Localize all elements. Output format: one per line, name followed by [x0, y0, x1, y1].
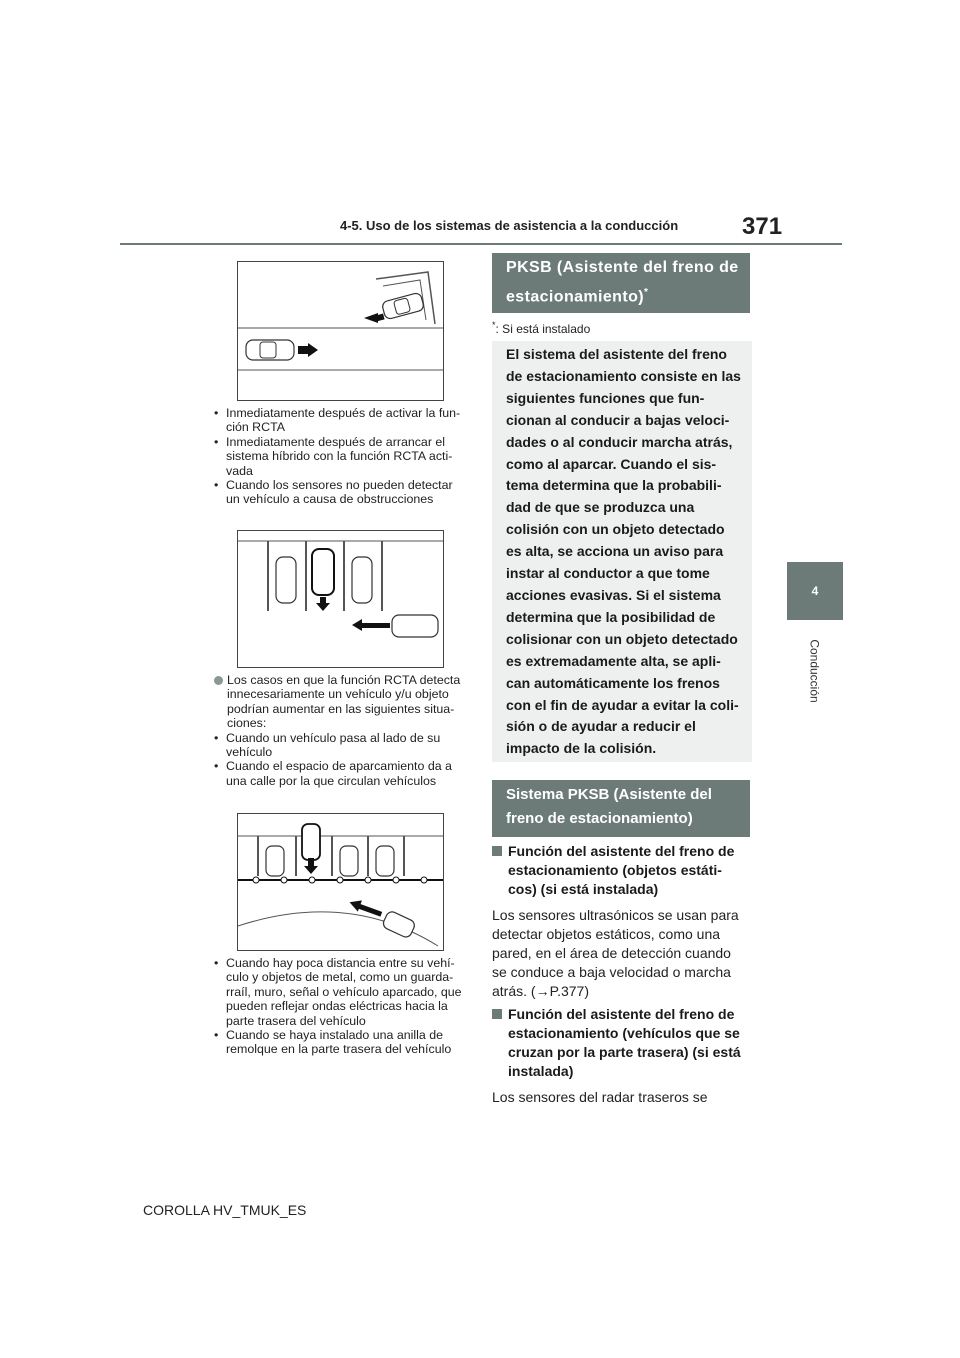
footnote [492, 320, 590, 336]
car-reversing-icon [381, 292, 424, 320]
circle-item-text: Los casos en que la función RCTA detecta innecesariamente un vehículo y/u objeto podrían aumentar en las siguientes situa-ciones: [227, 673, 461, 731]
left-arrow-icon [364, 313, 385, 323]
figure-rcta-reverse-out [237, 261, 444, 401]
footnote-text: : Si está instalado [495, 322, 591, 336]
bullet-circle-icon [214, 676, 223, 685]
crossing-vehicles-section [492, 1005, 748, 1107]
footnote-marker: * [492, 320, 496, 330]
pksb-intro-box [492, 341, 752, 762]
list-item: • Cuando los sensores no pueden detectar un vehículo a causa de obstrucciones [214, 478, 468, 507]
parked-car-icon [266, 846, 284, 876]
left-arrow-icon [352, 619, 390, 631]
reversing-car-icon [302, 824, 320, 860]
chapter-label-text: Conducción [808, 639, 822, 703]
approaching-car-icon [392, 615, 438, 637]
pksb-system-header [492, 780, 750, 837]
parked-car-icon [376, 846, 394, 876]
pksb-intro-text: El sistema del asistente del freno de estacionamiento consiste en las siguientes funciones que fun-cionan al conducir a bajas veloci-dades o al conducir marcha atrás, como al aparcar. Cuando el sis-tema determina que la probabili-dad de que se produzca una colisión con un objeto detectado es alta, se acciona un aviso para instar al conductor a que tome acciones evasivas. Si el sistema determina que la posibilidad de colisionar con un objeto detectado es extremadamente alta, se apli-can automáticamente los frenos con el fin de ayudar a evitar la coli-sión o de ayudar a reducir el impacto de la colisión. [506, 346, 741, 757]
list-item: • Inmediatamente después de arrancar el sistema híbrido con la función RCTA acti-vada [214, 435, 468, 478]
pksb-section-header [492, 253, 750, 313]
pksb-section-title: PKSB (Asistente del freno de estacionamiento) [506, 259, 739, 306]
approaching-car-icon [382, 910, 417, 939]
chapter-tab[interactable]: 4 [787, 562, 843, 620]
footnote-marker: * [644, 287, 649, 298]
bullet-list-3 [214, 956, 470, 1057]
down-arrow-icon [316, 597, 330, 611]
bullet-list-1 [214, 406, 468, 507]
right-arrow-icon [298, 343, 318, 357]
list-item: • Cuando un vehículo pasa al lado de su vehículo [214, 731, 470, 760]
list-item: • Cuando se haya instalado una anilla de remolque en la parte trasera del vehículo [214, 1028, 470, 1057]
false-detection-section [214, 673, 470, 788]
static-objects-title: Función del asistente del freno de estacionamiento (objetos estáti-cos) (si está instalada) [508, 843, 735, 897]
header-divider [120, 243, 842, 245]
figure-rcta-curved-road [237, 813, 444, 951]
parked-car-icon [340, 846, 358, 876]
circle-item [214, 673, 470, 731]
static-objects-body: Los sensores ultrasónicos se usan para detectar objetos estáticos, como una pared, en el área de detección cuando se conduce a baja velocidad o marcha atrás. (→P.377) [492, 907, 739, 999]
guardrail [238, 877, 443, 883]
figure-rcta-parking-lot [237, 530, 444, 668]
crossing-vehicles-heading [492, 1005, 748, 1081]
reversing-car-icon [312, 549, 334, 595]
pksb-system-title: Sistema PKSB (Asistente del freno de estacionamiento) [506, 786, 712, 827]
chapter-label [770, 626, 860, 716]
footer-model: COROLLA HV_TMUK_ES [143, 1202, 307, 1218]
static-objects-section [492, 842, 748, 1001]
crossing-vehicles-body: Los sensores del radar traseros se [492, 1089, 708, 1105]
parked-car-icon [276, 557, 296, 603]
list-item: • Cuando hay poca distancia entre su vehí-culo y objetos de metal, como un guarda-rraíl, muro, señal o vehículo aparcado, que pueden reflejar ondas eléctricas hacia la parte trasera del vehículo [214, 956, 470, 1028]
static-objects-heading [492, 842, 748, 899]
list-item: • Cuando el espacio de aparcamiento da a una calle por la que circulan vehículos [214, 759, 470, 788]
car-passing-icon [246, 340, 294, 360]
list-item: • Inmediatamente después de activar la fun-ción RCTA [214, 406, 468, 435]
page-number: 371 [742, 213, 783, 240]
square-bullet-icon [492, 846, 502, 856]
crossing-vehicles-title: Función del asistente del freno de estacionamiento (vehículos que se cruzan por la parte trasera) (si está instalada) [508, 1006, 741, 1079]
square-bullet-icon [492, 1009, 502, 1019]
parked-car-icon [352, 557, 372, 603]
section-title: 4-5. Uso de los sistemas de asistencia a la conducción [340, 218, 679, 233]
